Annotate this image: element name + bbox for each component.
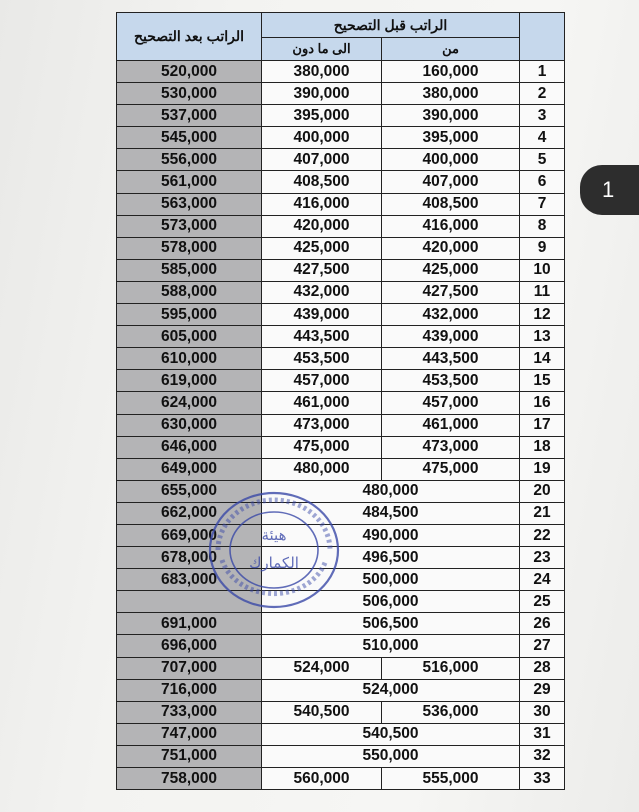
salary-from-cell: 408,500 xyxy=(382,193,520,215)
salary-range-merged-cell: 500,000 xyxy=(262,569,520,591)
salary-after-cell: 751,000 xyxy=(117,745,262,767)
salary-range-merged-cell: 540,500 xyxy=(262,723,520,745)
salary-after-cell: 646,000 xyxy=(117,436,262,458)
salary-after-cell: 630,000 xyxy=(117,414,262,436)
row-number-cell: 11 xyxy=(520,281,565,303)
salary-from-cell: 536,000 xyxy=(382,701,520,723)
salary-to-cell: 380,000 xyxy=(262,61,382,83)
salary-after-cell: 707,000 xyxy=(117,657,262,679)
salary-to-cell: 473,000 xyxy=(262,414,382,436)
salary-from-cell: 160,000 xyxy=(382,61,520,83)
salary-from-cell: 427,500 xyxy=(382,281,520,303)
salary-after-cell: 530,000 xyxy=(117,83,262,105)
table-row xyxy=(117,635,565,657)
row-number-cell: 31 xyxy=(520,723,565,745)
table-row xyxy=(117,569,565,591)
salary-from-cell: 516,000 xyxy=(382,657,520,679)
salary-table xyxy=(116,12,565,790)
table-row xyxy=(117,524,565,546)
row-number-cell: 1 xyxy=(520,61,565,83)
salary-range-merged-cell: 506,000 xyxy=(262,591,520,613)
salary-to-cell: 453,500 xyxy=(262,348,382,370)
salary-from-cell: 380,000 xyxy=(382,83,520,105)
salary-to-cell: 461,000 xyxy=(262,392,382,414)
salary-to-cell: 524,000 xyxy=(262,657,382,679)
salary-from-cell: 443,500 xyxy=(382,348,520,370)
row-number-cell: 15 xyxy=(520,370,565,392)
salary-after-cell: 588,000 xyxy=(117,281,262,303)
salary-to-cell: 443,500 xyxy=(262,326,382,348)
table-row xyxy=(117,83,565,105)
table-row xyxy=(117,149,565,171)
row-number-cell: 29 xyxy=(520,679,565,701)
row-number-cell: 5 xyxy=(520,149,565,171)
row-number-cell: 8 xyxy=(520,215,565,237)
salary-to-cell: 425,000 xyxy=(262,237,382,259)
salary-to-cell: 395,000 xyxy=(262,105,382,127)
table-row xyxy=(117,237,565,259)
salary-from-cell: 395,000 xyxy=(382,127,520,149)
row-number-cell: 18 xyxy=(520,436,565,458)
row-number-cell: 13 xyxy=(520,326,565,348)
row-number-cell: 3 xyxy=(520,105,565,127)
row-number-cell: 6 xyxy=(520,171,565,193)
row-number-cell: 19 xyxy=(520,458,565,480)
salary-from-cell: 416,000 xyxy=(382,215,520,237)
salary-to-cell: 420,000 xyxy=(262,215,382,237)
table-row xyxy=(117,392,565,414)
table-row xyxy=(117,193,565,215)
salary-after-cell: 537,000 xyxy=(117,105,262,127)
row-number-cell: 24 xyxy=(520,569,565,591)
salary-after-cell: 610,000 xyxy=(117,348,262,370)
salary-after-cell: 561,000 xyxy=(117,171,262,193)
salary-from-cell: 473,000 xyxy=(382,436,520,458)
table-row xyxy=(117,127,565,149)
salary-after-cell: 595,000 xyxy=(117,304,262,326)
header-number xyxy=(520,13,565,61)
salary-after-cell: 683,000 xyxy=(117,569,262,591)
header-to: الى ما دون xyxy=(262,38,382,61)
salary-from-cell: 400,000 xyxy=(382,149,520,171)
salary-to-cell: 427,500 xyxy=(262,259,382,281)
salary-from-cell: 407,000 xyxy=(382,171,520,193)
salary-after-cell: 747,000 xyxy=(117,723,262,745)
table-row xyxy=(117,105,565,127)
header-row-top xyxy=(117,13,565,38)
salary-after-cell: 655,000 xyxy=(117,480,262,502)
table-row xyxy=(117,259,565,281)
table-row xyxy=(117,348,565,370)
row-number-cell: 26 xyxy=(520,613,565,635)
svg-text:الكمارك: الكمارك xyxy=(249,554,299,572)
salary-after-cell xyxy=(117,591,262,613)
salary-from-cell: 425,000 xyxy=(382,259,520,281)
table-row xyxy=(117,591,565,613)
salary-after-cell: 691,000 xyxy=(117,613,262,635)
table-row xyxy=(117,745,565,767)
table-row xyxy=(117,480,565,502)
row-number-cell: 28 xyxy=(520,657,565,679)
salary-from-cell: 457,000 xyxy=(382,392,520,414)
salary-from-cell: 439,000 xyxy=(382,326,520,348)
row-number-cell: 32 xyxy=(520,745,565,767)
table-row xyxy=(117,326,565,348)
row-number-cell: 7 xyxy=(520,193,565,215)
salary-after-cell: 563,000 xyxy=(117,193,262,215)
row-number-cell: 4 xyxy=(520,127,565,149)
salary-range-merged-cell: 480,000 xyxy=(262,480,520,502)
svg-text:هيئة: هيئة xyxy=(261,526,287,544)
table-row xyxy=(117,414,565,436)
salary-from-cell: 475,000 xyxy=(382,458,520,480)
salary-range-merged-cell: 524,000 xyxy=(262,679,520,701)
salary-range-merged-cell: 496,500 xyxy=(262,547,520,569)
table-row xyxy=(117,701,565,723)
salary-to-cell: 540,500 xyxy=(262,701,382,723)
table-row xyxy=(117,547,565,569)
salary-after-cell: 545,000 xyxy=(117,127,262,149)
salary-from-cell: 432,000 xyxy=(382,304,520,326)
row-number-cell: 21 xyxy=(520,502,565,524)
salary-from-cell: 390,000 xyxy=(382,105,520,127)
table-row xyxy=(117,436,565,458)
salary-after-cell: 573,000 xyxy=(117,215,262,237)
salary-to-cell: 408,500 xyxy=(262,171,382,193)
salary-from-cell: 461,000 xyxy=(382,414,520,436)
salary-range-merged-cell: 510,000 xyxy=(262,635,520,657)
table-row xyxy=(117,370,565,392)
salary-to-cell: 407,000 xyxy=(262,149,382,171)
table-body xyxy=(117,61,565,790)
table-row xyxy=(117,657,565,679)
row-number-cell: 20 xyxy=(520,480,565,502)
table-row xyxy=(117,61,565,83)
salary-after-cell: 585,000 xyxy=(117,259,262,281)
salary-to-cell: 400,000 xyxy=(262,127,382,149)
salary-to-cell: 432,000 xyxy=(262,281,382,303)
salary-after-cell: 619,000 xyxy=(117,370,262,392)
salary-to-cell: 416,000 xyxy=(262,193,382,215)
salary-to-cell: 560,000 xyxy=(262,768,382,790)
salary-to-cell: 475,000 xyxy=(262,436,382,458)
row-number-cell: 25 xyxy=(520,591,565,613)
header-from: من xyxy=(382,38,520,61)
salary-to-cell: 439,000 xyxy=(262,304,382,326)
row-number-cell: 22 xyxy=(520,524,565,546)
salary-after-cell: 605,000 xyxy=(117,326,262,348)
table-row xyxy=(117,304,565,326)
table-row xyxy=(117,215,565,237)
page-number-badge: 1 xyxy=(580,165,639,215)
salary-after-cell: 649,000 xyxy=(117,458,262,480)
header-salary-after: الراتب بعد التصحيح xyxy=(117,13,262,61)
row-number-cell: 16 xyxy=(520,392,565,414)
salary-to-cell: 480,000 xyxy=(262,458,382,480)
table-row xyxy=(117,502,565,524)
table-row xyxy=(117,281,565,303)
salary-after-cell: 733,000 xyxy=(117,701,262,723)
salary-after-cell: 716,000 xyxy=(117,679,262,701)
salary-after-cell: 696,000 xyxy=(117,635,262,657)
row-number-cell: 9 xyxy=(520,237,565,259)
table-row xyxy=(117,768,565,790)
salary-after-cell: 662,000 xyxy=(117,502,262,524)
row-number-cell: 27 xyxy=(520,635,565,657)
row-number-cell: 12 xyxy=(520,304,565,326)
row-number-cell: 2 xyxy=(520,83,565,105)
table-row xyxy=(117,613,565,635)
salary-after-cell: 624,000 xyxy=(117,392,262,414)
salary-after-cell: 678,000 xyxy=(117,547,262,569)
salary-after-cell: 520,000 xyxy=(117,61,262,83)
table-row xyxy=(117,458,565,480)
salary-after-cell: 669,000 xyxy=(117,524,262,546)
table-row xyxy=(117,679,565,701)
salary-range-merged-cell: 506,500 xyxy=(262,613,520,635)
salary-to-cell: 457,000 xyxy=(262,370,382,392)
salary-range-merged-cell: 550,000 xyxy=(262,745,520,767)
table-row xyxy=(117,723,565,745)
salary-after-cell: 578,000 xyxy=(117,237,262,259)
salary-after-cell: 758,000 xyxy=(117,768,262,790)
table-row xyxy=(117,171,565,193)
salary-from-cell: 453,500 xyxy=(382,370,520,392)
row-number-cell: 23 xyxy=(520,547,565,569)
row-number-cell: 10 xyxy=(520,259,565,281)
salary-after-cell: 556,000 xyxy=(117,149,262,171)
salary-range-merged-cell: 490,000 xyxy=(262,524,520,546)
header-salary-before: الراتب قبل التصحيح xyxy=(262,13,520,38)
row-number-cell: 33 xyxy=(520,768,565,790)
salary-to-cell: 390,000 xyxy=(262,83,382,105)
salary-range-merged-cell: 484,500 xyxy=(262,502,520,524)
row-number-cell: 30 xyxy=(520,701,565,723)
salary-from-cell: 420,000 xyxy=(382,237,520,259)
salary-from-cell: 555,000 xyxy=(382,768,520,790)
row-number-cell: 14 xyxy=(520,348,565,370)
row-number-cell: 17 xyxy=(520,414,565,436)
